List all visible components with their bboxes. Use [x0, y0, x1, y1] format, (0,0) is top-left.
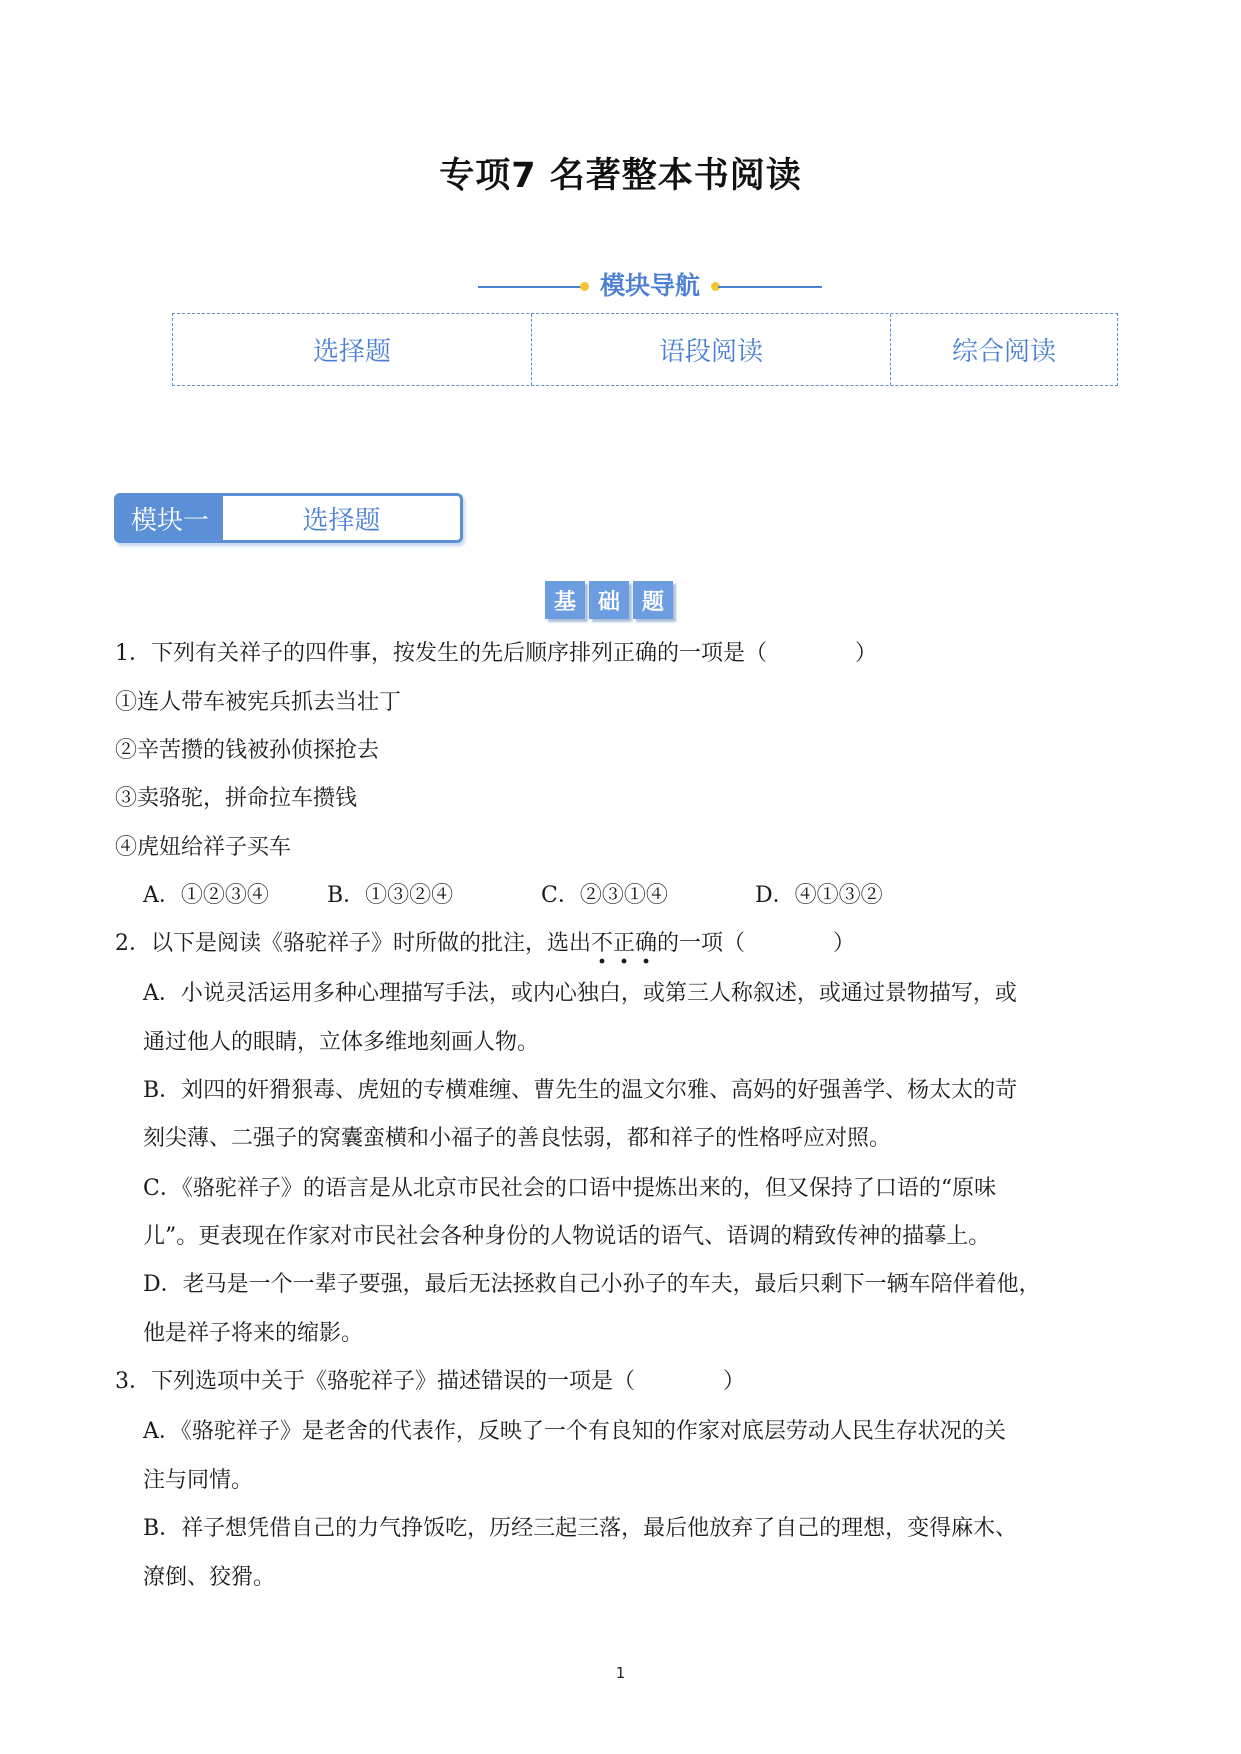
module-nav-header — [478, 268, 822, 304]
question-2-stem-post: 的一项（ ） — [657, 931, 856, 956]
emphasized-char: 正 — [613, 931, 636, 956]
question-1-item: ③卖骆驼，拼命拉车攒钱 — [115, 786, 358, 811]
question-2-option-d-cont: 他是祥子将来的缩影。 — [143, 1321, 364, 1346]
question-1-item: ①连人带车被宪兵抓去当壮丁 — [115, 690, 402, 715]
question-2-option-c[interactable]: C．《骆驼祥子》的语言是从北京市民社会的口语中提炼出来的，但又保持了口语的“原味 — [143, 1176, 997, 1201]
question-1-item: ②辛苦攒的钱被孙侦探抢去 — [115, 738, 380, 763]
module-nav-title: 模块导航 — [599, 271, 700, 300]
emphasized-char: 确 — [635, 931, 658, 956]
level-badge: 础 — [589, 581, 629, 619]
page-number: 1 — [615, 1664, 626, 1682]
level-badge: 题 — [633, 581, 673, 619]
module-tag: 模块一 — [117, 496, 223, 540]
question-2-option-a-cont: 通过他人的眼睛，立体多维地刻画人物。 — [143, 1030, 540, 1055]
module-name: 选择题 — [302, 505, 381, 536]
question-1-choice-a[interactable]: A．①②③④ — [143, 883, 269, 908]
level-badge: 基 — [545, 581, 585, 619]
question-1-stem: 1．下列有关祥子的四件事，按发生的先后顺序排列正确的一项是（ ） — [115, 641, 877, 666]
question-2-option-d[interactable]: D．老马是一个一辈子要强，最后无法拯救自己小孙子的车夫，最后只剩下一辆车陪伴着他， — [143, 1272, 1041, 1297]
module-header — [114, 493, 463, 543]
question-2-option-b[interactable]: B．刘四的奸猾狠毒、虎妞的专横难缠、曹先生的温文尔雅、高妈的好强善学、杨太太的苛 — [143, 1078, 1018, 1103]
module-nav-table — [172, 313, 1118, 386]
question-2-option-a[interactable]: A．小说灵活运用多种心理描写手法，或内心独白，或第三人称叙述，或通过景物描写，或 — [143, 981, 1017, 1006]
page-title: 专项7 名著整本书阅读 — [439, 156, 802, 196]
nav-item-passage-reading[interactable]: 语段阅读 — [531, 314, 890, 385]
nav-item-comprehensive-reading[interactable]: 综合阅读 — [890, 314, 1117, 385]
nav-item-choice[interactable]: 选择题 — [312, 337, 391, 367]
question-3-option-a[interactable]: A．《骆驼祥子》是老舍的代表作，反映了一个有良知的作家对底层劳动人民生存状况的关 — [143, 1419, 1006, 1444]
question-1-choice-b[interactable]: B．①③②④ — [327, 883, 454, 908]
question-3-stem: 3．下列选项中关于《骆驼祥子》描述错误的一项是（ ） — [115, 1369, 745, 1394]
question-3-option-a-cont: 注与同情。 — [143, 1468, 254, 1493]
question-1-choice-c[interactable]: C．②③①④ — [541, 883, 668, 908]
level-badges — [545, 581, 673, 619]
question-2-stem — [115, 929, 855, 959]
nav-divider-right — [718, 286, 822, 288]
emphasized-char: 不 — [591, 931, 614, 956]
question-2-stem-pre: 2．以下是阅读《骆驼祥子》时所做的批注，选出 — [115, 931, 591, 956]
question-3-option-b[interactable]: B．祥子想凭借自己的力气挣饭吃，历经三起三落，最后他放弃了自己的理想，变得麻木、 — [143, 1516, 1018, 1541]
question-1-choice-d[interactable]: D．④①③② — [755, 883, 883, 908]
question-2-option-b-cont: 刻尖薄、二强子的窝囊蛮横和小福子的善良怯弱，都和祥子的性格呼应对照。 — [143, 1126, 892, 1151]
question-2-option-c-cont: 儿”。更表现在作家对市民社会各种身份的人物说话的语气、语调的精致传神的描摹上。 — [143, 1224, 991, 1249]
question-1-item: ④虎妞给祥子买车 — [115, 835, 292, 860]
question-3-option-b-cont: 潦倒、狡猾。 — [143, 1565, 276, 1590]
